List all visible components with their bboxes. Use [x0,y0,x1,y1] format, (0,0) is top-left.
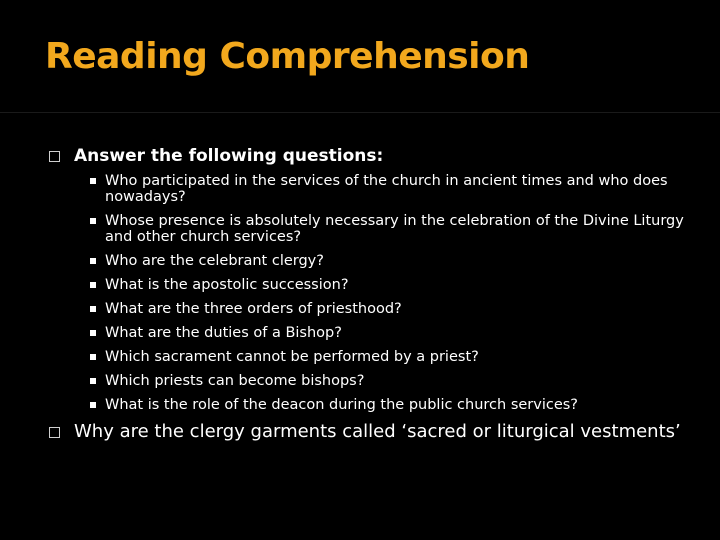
question-text: Which priests can become bishops? [105,373,365,389]
question-list [90,173,690,421]
square-bullet-icon [90,354,96,360]
list-item [90,397,690,413]
square-bullet-icon [90,258,96,264]
question-text: Which sacrament cannot be performed by a priest? [105,349,479,365]
square-bullet-icon [90,218,96,224]
square-bullet-icon [90,378,96,384]
list-item [90,373,690,389]
list-item [90,253,690,269]
square-bullet-icon [49,151,60,162]
square-bullet-icon [90,178,96,184]
question-text: What is the role of the deacon during the public church services? [105,397,579,413]
question-text: What are the duties of a Bishop? [105,325,342,341]
list-item [90,349,690,365]
list-item [90,277,690,293]
list-item [90,325,690,341]
list-item [90,213,690,245]
slide-content [0,113,720,540]
question-text: What are the three orders of priesthood? [105,301,402,317]
square-bullet-icon [90,402,96,408]
question-text: Who are the celebrant clergy? [105,253,324,269]
list-item [90,301,690,317]
bullet-item-vestments [49,421,681,443]
list-item [90,173,690,205]
square-bullet-icon [90,330,96,336]
bullet-item-label: Answer the following questions: [74,146,384,166]
bullet-item-answer-questions [49,145,383,167]
title-band [0,0,720,112]
square-bullet-icon [90,306,96,312]
question-text: Whose presence is absolutely necessary in the celebration of the Divine Liturgy and other church services? [105,213,684,245]
question-text: What is the apostolic succession? [105,277,349,293]
square-bullet-icon [49,427,60,438]
square-bullet-icon [90,282,96,288]
bullet-item-label: Why are the clergy garments called ‘sacred or liturgical vestments’ [74,421,681,442]
slide-title: Reading Comprehension [45,36,530,77]
question-text: Who participated in the services of the church in ancient times and who does nowadays? [105,173,668,205]
